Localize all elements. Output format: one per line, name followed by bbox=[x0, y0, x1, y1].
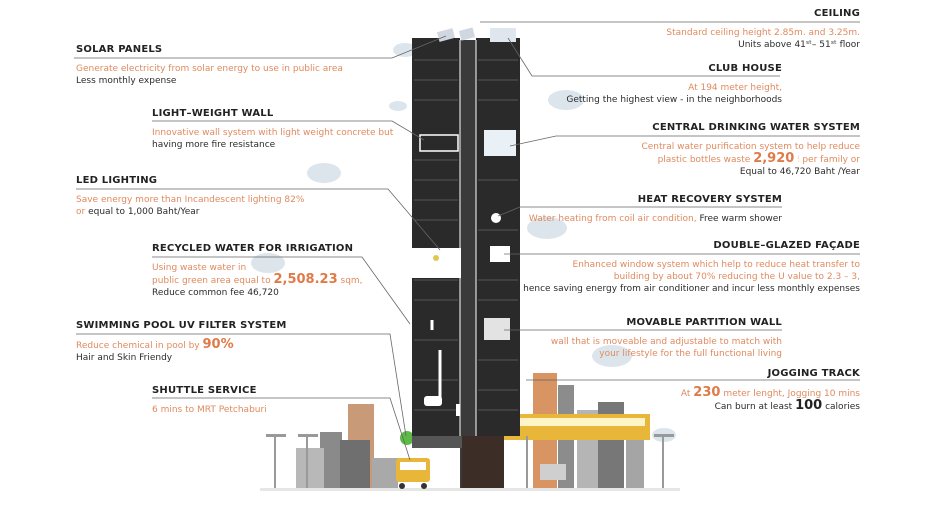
person-icon bbox=[456, 404, 460, 416]
callout-title: SOLAR PANELS bbox=[76, 44, 163, 55]
solar-panel-icon bbox=[459, 27, 475, 40]
ceiling-callout bbox=[666, 8, 860, 51]
led-lighting-callout bbox=[76, 175, 304, 218]
drinking-water-callout bbox=[641, 122, 860, 178]
callout-title: LIGHT–WEIGHT WALL bbox=[152, 108, 274, 119]
callout-text: Central water purification system to help reduce bbox=[641, 142, 860, 152]
club-house-icon bbox=[490, 28, 516, 42]
callout-title: CENTRAL DRINKING WATER SYSTEM bbox=[652, 122, 860, 133]
callout-title: SHUTTLE SERVICE bbox=[152, 385, 257, 396]
callout-text: meter lenght, Jogging 10 mins bbox=[723, 389, 860, 399]
callout-text: At bbox=[680, 389, 691, 399]
callout-text: equal to 1,000 Baht/Year bbox=[88, 207, 200, 217]
callout-text: hence saving energy from air conditioner and incur less monthly expenses bbox=[523, 284, 860, 294]
callout-text: Standard ceiling height 2.85m. and 3.25m. bbox=[666, 28, 860, 38]
heat-recovery-callout bbox=[529, 194, 782, 225]
callout-title: CEILING bbox=[814, 8, 860, 19]
callout-text: calories bbox=[825, 402, 860, 412]
callout-unit: per family or bbox=[802, 155, 860, 165]
club-house-callout bbox=[566, 63, 782, 106]
callout-text: Using waste water in bbox=[152, 263, 247, 273]
tower bbox=[411, 27, 520, 488]
pool-uv-callout bbox=[76, 320, 287, 364]
callout-text: Equal to 46,720 Baht /Year bbox=[739, 167, 860, 177]
callout-text: Can burn at least bbox=[714, 402, 793, 412]
movable-partition-callout bbox=[551, 317, 782, 360]
callout-text: Save energy more than Incandescent lighting 82% bbox=[76, 195, 305, 205]
recycled-water-callout bbox=[152, 243, 363, 299]
partition-icon bbox=[484, 318, 510, 340]
callout-title: RECYCLED WATER FOR IRRIGATION bbox=[152, 243, 354, 254]
callout-text: Reduce common fee 46,720 bbox=[152, 288, 279, 298]
callout-text: At 194 meter height, bbox=[688, 83, 782, 93]
callout-text: wall that is moveable and adjustable to match with bbox=[550, 337, 782, 347]
solar-panels-callout bbox=[76, 44, 343, 87]
shower-icon bbox=[491, 213, 501, 223]
car-icon bbox=[424, 396, 442, 406]
callout-text: plastic bottles waste bbox=[657, 155, 751, 165]
light-weight-wall-callout bbox=[152, 108, 393, 151]
callout-value: 2,920 bbox=[753, 151, 795, 166]
callout-text: or bbox=[76, 207, 86, 217]
city-right bbox=[500, 373, 674, 488]
callout-text: your lifestyle for the full functional living bbox=[599, 349, 782, 359]
callout-title: SWIMMING POOL UV FILTER SYSTEM bbox=[76, 320, 287, 331]
callout-text: Less monthly expense bbox=[76, 76, 177, 86]
callout-value: 100 bbox=[795, 398, 823, 413]
callout-text: Generate electricity from solar energy to use in public area bbox=[76, 64, 343, 74]
bottle-icon: ⫶ bbox=[797, 155, 800, 165]
water-tank-icon bbox=[484, 130, 516, 156]
callout-value: 230 bbox=[693, 385, 721, 400]
shuttle-callout bbox=[152, 385, 267, 416]
callout-text: 6 mins to MRT Petchaburi bbox=[152, 405, 267, 415]
callout-title: DOUBLE–GLAZED FAÇADE bbox=[713, 240, 860, 251]
callout-text: Enhanced window system which help to reduce heat transfer to bbox=[572, 260, 860, 270]
callout-title: MOVABLE PARTITION WALL bbox=[626, 317, 782, 328]
callout-text: public green area equal to bbox=[152, 276, 271, 286]
callout-title: HEAT RECOVERY SYSTEM bbox=[637, 194, 782, 205]
led-lamp-icon bbox=[411, 248, 461, 278]
cloud-icon bbox=[307, 163, 341, 183]
callout-title: LED LIGHTING bbox=[76, 175, 158, 186]
callout-text: Water heating from coil air condition, bbox=[528, 214, 697, 224]
callout-text: building by about 70% reducing the U value to 2.3 – 3, bbox=[613, 272, 860, 282]
callout-value: 90% bbox=[202, 337, 234, 352]
double-glazed-callout bbox=[523, 240, 860, 295]
jogging-track-callout bbox=[681, 368, 860, 413]
callout-text: Reduce chemical in pool by bbox=[76, 341, 200, 351]
callout-text: Getting the highest view - in the neighborhoods bbox=[566, 95, 782, 105]
callout-text: Free warm shower bbox=[699, 214, 782, 224]
callout-value: 2,508.23 bbox=[273, 272, 338, 287]
callout-unit: sqm, bbox=[340, 276, 363, 286]
callout-text: Innovative wall system with light weight concrete but bbox=[152, 128, 394, 138]
callout-text: Units above 41ˢᵗ– 51ˢᵗ floor bbox=[738, 40, 860, 50]
callout-title: JOGGING TRACK bbox=[767, 368, 860, 379]
callout-text: having more fire resistance bbox=[152, 140, 276, 150]
callout-title: CLUB HOUSE bbox=[708, 63, 782, 74]
callout-text: Hair and Skin Friendy bbox=[76, 353, 173, 363]
